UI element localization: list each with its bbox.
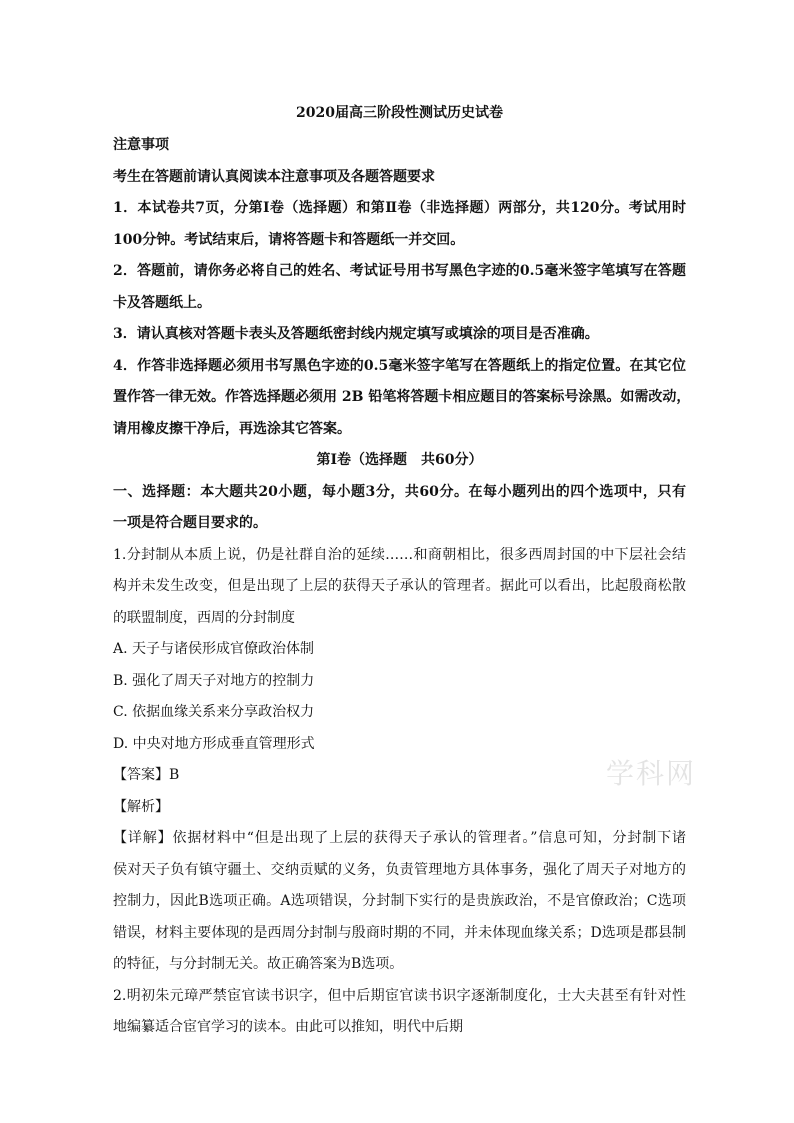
notice-item-2-line-2: 卡及答题纸上。: [113, 294, 211, 311]
q1-analysis-label: 【解析】: [113, 798, 169, 815]
notice-item-1-line-2: 100分钟。考试结束后，请将答题卡和答题纸一并交回。: [113, 231, 465, 248]
q1-detail-line-3: 控制力，因此B选项正确。A选项错误，分封制下实行的是贵族政治，不是官僚政治；C选项: [113, 893, 686, 909]
q1-option-a: A. 天子与诸侯形成官僚政治体制: [113, 641, 315, 657]
q1-stem-line-3: 的联盟制度，西周的分封制度: [113, 609, 295, 626]
notice-item-1-line-1: 1．本试卷共7页，分第Ⅰ卷（选择题）和第Ⅱ卷（非选择题）两部分，共120分。考试用时: [113, 200, 686, 216]
q1-detail-line-5: 的特征，与分封制无关。故正确答案为B选项。: [113, 956, 404, 972]
exam-title: 2020届高三阶段性测试历史试卷: [296, 105, 503, 121]
q1-option-c: C. 依据血缘关系来分享政治权力: [113, 704, 315, 720]
q1-option-b: B. 强化了周天子对地方的控制力: [113, 672, 315, 689]
exam-page: [113, 96, 691, 1044]
q1-detail-line-4: 错误，材料主要体现的是西周分封制与殷商时期的不同，并未体现血缘关系；D选项是郡县制: [113, 924, 686, 941]
q1-detail-line-1: 【详解】依据材料中“但是出现了上层的获得天子承认的管理者。”信息可知，分封制下诸: [113, 830, 686, 846]
notice-item-4-line-3: 请用橡皮擦干净后，再选涂其它答案。: [113, 420, 351, 437]
q1-detail-line-2: 侯对天子负有镇守疆土、交纳贡赋的义务，负责管理地方具体事务，强化了周天子对地方的: [113, 861, 686, 878]
notice-item-3-line-1: 3．请认真核对答题卡表头及答题纸密封线内规定填写或填涂的项目是否准确。: [113, 326, 599, 342]
q1-stem-line-2: 构并未发生改变，但是出现了上层的获得天子承认的管理者。据此可以看出，比起殷商松散: [113, 578, 686, 594]
section-intro-line-2: 一项是符合题目要求的。: [113, 515, 267, 531]
watermark-logo: 学科网: [606, 757, 697, 790]
q1-stem-line-1: 1.分封制从本质上说，仍是社群自治的延续……和商朝相比，很多西周封国的中下层社会结: [113, 546, 686, 563]
notice-subheading: 考生在答题前请认真阅读本注意事项及各题答题要求: [113, 168, 435, 185]
q2-stem-line-2: 地编纂适合宦官学习的读本。由此可以推知，明代中后期: [113, 1019, 463, 1035]
q2-stem-line-1: 2.明初朱元璋严禁宦官读书识字，但中后期宦官读书识字逐渐制度化，士大夫甚至有针对性: [113, 987, 686, 1004]
section-heading: 第Ⅰ卷（选择题 共60分）: [316, 452, 483, 468]
section-intro-line-1: 一、选择题：本大题共20小题，每小题3分，共60分。在每小题列出的四个选项中，只有: [113, 483, 686, 500]
notice-heading: 注意事项: [113, 137, 169, 153]
notice-item-4-line-2: 置作答一律无效。作答选择题必须用 2B 铅笔将答题卡相应题目的答案标号涂黑。如需改动，: [113, 389, 691, 405]
q1-answer: 【答案】B: [113, 767, 180, 783]
q1-option-d: D. 中央对地方形成垂直管理形式: [113, 735, 315, 752]
notice-item-4-line-1: 4．作答非选择题必须用书写黑色字迹的0.5毫米签字笔写在答题纸上的指定位置。在其它位: [113, 357, 686, 374]
notice-item-2-line-1: 2．答题前，请你务必将自己的姓名、考试证号用书写黑色字迹的0.5毫米签字笔填写在答题: [113, 263, 686, 279]
